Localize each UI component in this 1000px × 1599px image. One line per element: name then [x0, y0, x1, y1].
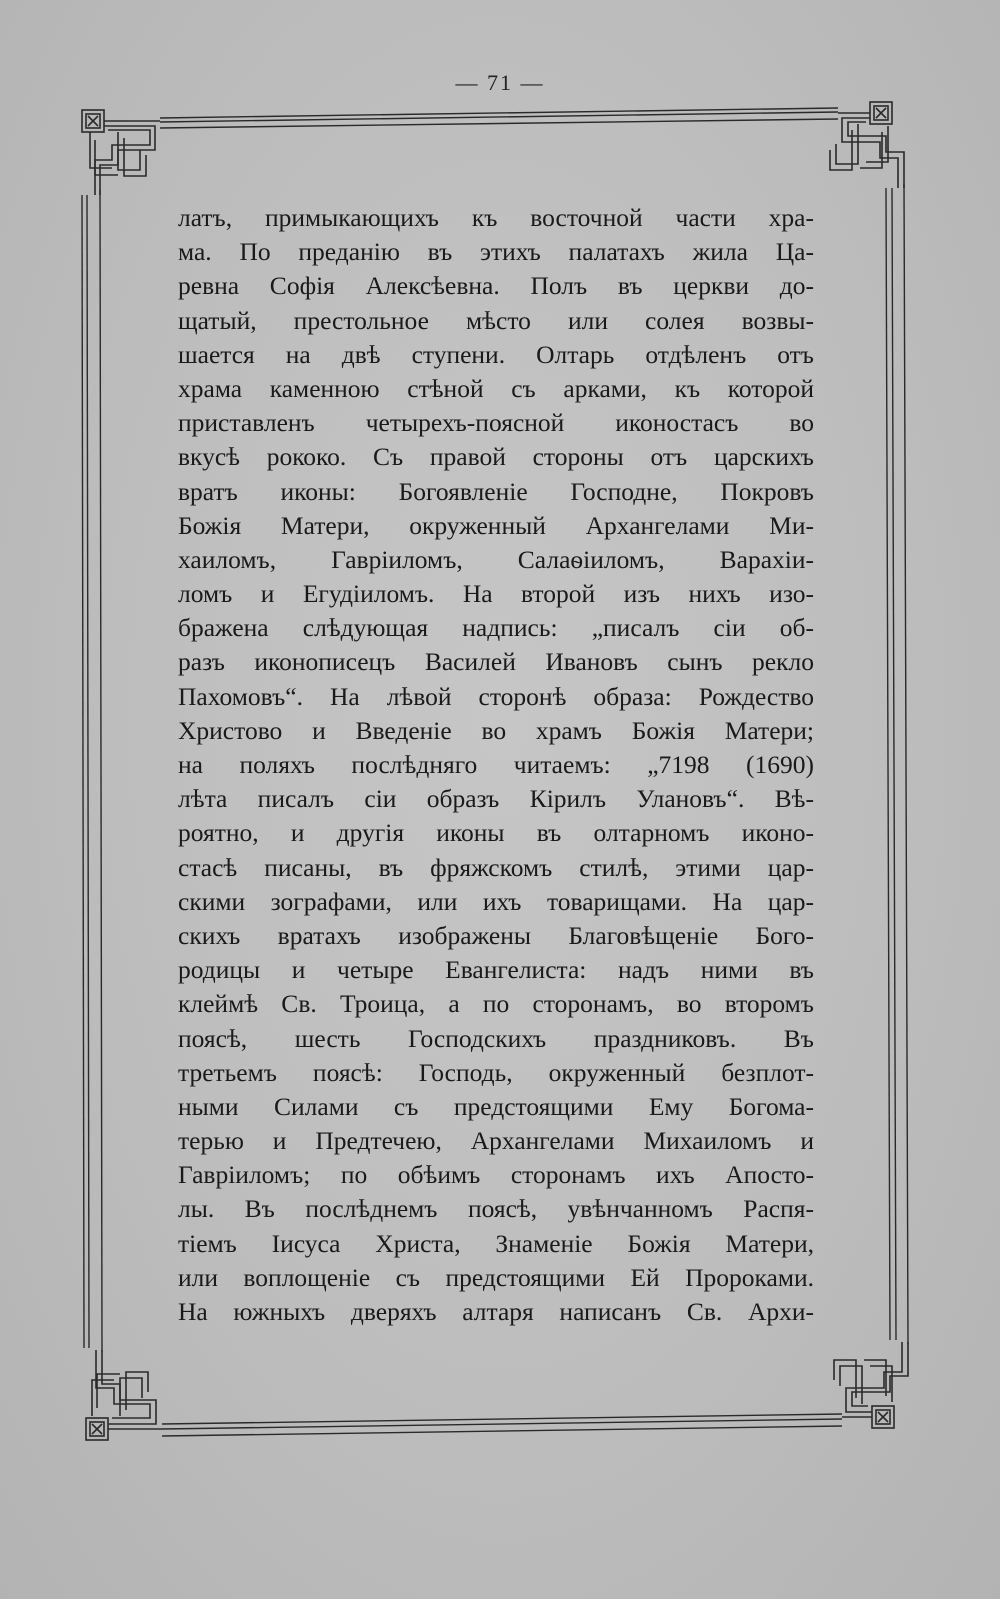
- text-line: родицы и четыре Евангелиста: надъ ними въ: [178, 955, 814, 985]
- text-line: лѣта писалъ сіи образъ Кірилъ Улановъ“. Вѣ-: [178, 784, 814, 814]
- text-line: тіемъ Іисуса Христа, Знаменіе Божія Матери,: [178, 1228, 814, 1258]
- text-line: Христово и Введеніе во храмъ Божія Матери;: [178, 715, 814, 745]
- text-line: третьемъ поясѣ: Господь, окруженный безплот-: [178, 1057, 814, 1087]
- text-line: стасѣ писаны, въ фряжскомъ стилѣ, этими цар-: [178, 852, 814, 882]
- text-line: ломъ и Егудіиломъ. На второй изъ нихъ изо-: [178, 579, 814, 609]
- knot-ornament-top-right: [830, 102, 904, 188]
- text-line: роятно, и другія иконы въ олтарномъ иконо-: [178, 818, 814, 848]
- text-line: лы. Въ послѣднемъ поясѣ, увѣнчанномъ Распя-: [178, 1194, 814, 1224]
- knot-ornament-top-left: [82, 110, 160, 195]
- text-line: шается на двѣ ступени. Олтарь отдѣленъ отъ: [178, 339, 814, 369]
- text-line: клеймѣ Св. Троица, а по сторонамъ, во второмъ: [178, 989, 814, 1019]
- text-line: щатый, престольное мѣсто или солея возвы-: [178, 305, 814, 335]
- page-number: — 71 —: [455, 70, 545, 95]
- text-line: или воплощеніе съ предстоящими Ей Пророками.: [178, 1262, 814, 1292]
- knot-ornament-bottom-left: [86, 1350, 162, 1440]
- text-line: разъ иконописецъ Василей Ивановъ сынъ рекло: [178, 647, 814, 677]
- text-line: хаиломъ, Гавріиломъ, Салаѳіиломъ, Варахіи-: [178, 544, 814, 574]
- text-line: приставленъ четырехъ-поясной иконостасъ во: [178, 408, 814, 438]
- text-line: На южныхъ дверяхъ алтаря написанъ Св. Архи-: [178, 1297, 814, 1326]
- text-line: скихъ вратахъ изображены Благовѣщеніе Бого-: [178, 920, 814, 950]
- text-line: ма. По преданію въ этихъ палатахъ жила Ца-: [178, 237, 814, 267]
- text-line: вратъ иконы: Богоявленіе Господне, Покровъ: [178, 476, 814, 506]
- text-line: вкусѣ рококо. Съ правой стороны отъ царскихъ: [178, 442, 814, 472]
- text-line: бражена слѣдующая надпись: „писалъ сіи об-: [178, 613, 814, 643]
- text-line: ными Силами съ предстоящими Ему Богома-: [178, 1091, 814, 1121]
- text-line: поясѣ, шесть Господскихъ праздниковъ. Въ: [178, 1023, 814, 1053]
- text-line: на поляхъ послѣдняго читаемъ: „7198 (1690): [178, 750, 814, 779]
- text-line: Пахомовъ“. На лѣвой сторонѣ образа: Рождество: [178, 681, 814, 711]
- body-text: [178, 201, 814, 1329]
- text-line: Гавріиломъ; по обѣимъ сторонамъ ихъ Апосто-: [178, 1160, 814, 1190]
- text-line: Божія Матери, окруженный Архангелами Ми-: [178, 510, 814, 540]
- text-line: ревна Софія Алексѣевна. Полъ въ церкви до-: [178, 271, 814, 301]
- knot-ornament-bottom-right: [834, 1342, 908, 1428]
- text-line: латъ, примыкающихъ къ восточной части хра-: [178, 203, 814, 232]
- text-line: терью и Предтечею, Архангелами Михаиломъ и: [178, 1126, 814, 1156]
- text-line: скими зографами, или ихъ товарищами. На цар-: [178, 886, 814, 916]
- text-line: храма каменною стѣной съ арками, къ которой: [178, 373, 814, 403]
